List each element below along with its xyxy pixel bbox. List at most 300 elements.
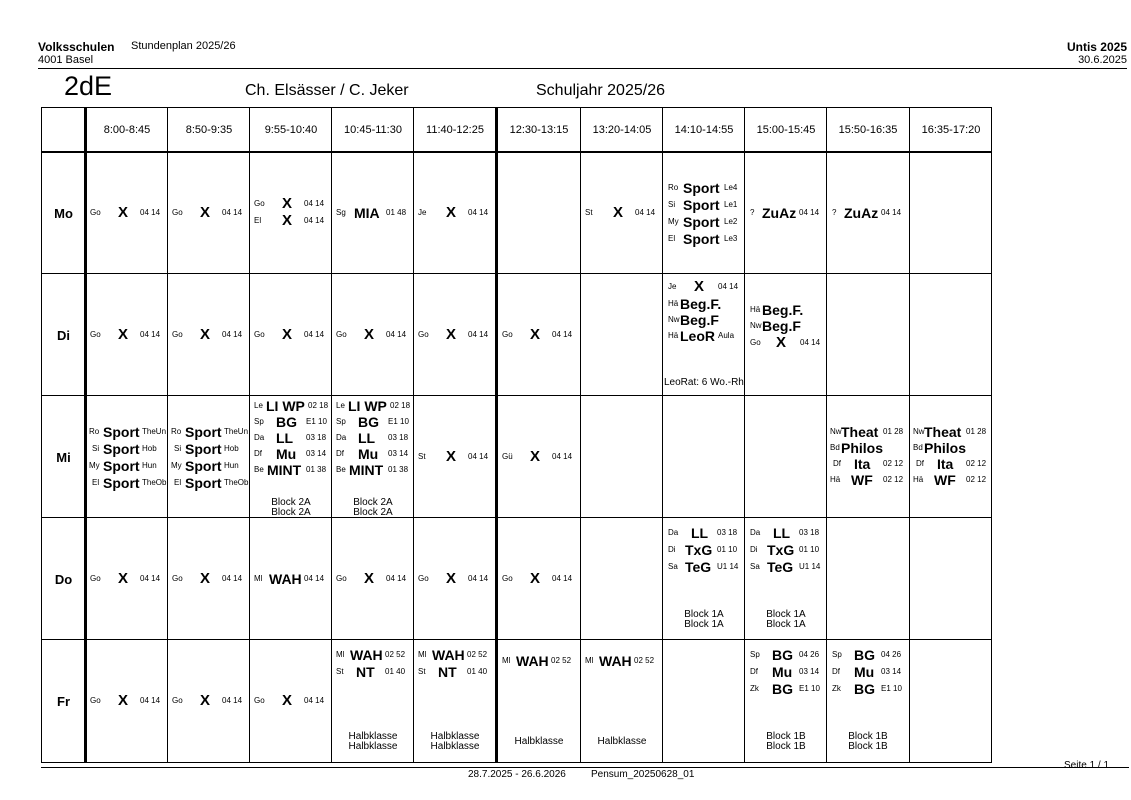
lesson-line: [668, 179, 744, 196]
lesson-line: [418, 570, 494, 587]
subject: Beg.F.: [762, 301, 804, 318]
lesson-cell: [332, 640, 414, 762]
teacher: Nw: [750, 321, 762, 330]
subject: LL: [276, 429, 294, 446]
subject: X: [282, 195, 293, 212]
room: TheUn: [142, 427, 167, 436]
lesson-line: [418, 646, 496, 663]
lesson-line: [418, 326, 494, 343]
teacher: Go: [750, 338, 761, 347]
room: Le1: [724, 200, 738, 209]
lesson-note: Halbklasse: [348, 731, 398, 742]
teacher: ?: [832, 208, 837, 217]
lesson-cell: [250, 274, 332, 396]
lesson-line: [668, 213, 744, 230]
schoolyear: Schuljahr 2025/26: [536, 82, 665, 99]
teacher: Go: [254, 199, 265, 208]
lesson-cell: [498, 274, 580, 396]
subject: X: [694, 278, 705, 295]
lesson-note: Block 1A: [684, 609, 724, 620]
subject: LI WP: [348, 397, 387, 414]
lesson-line: [830, 471, 908, 488]
room: E1 10: [306, 417, 327, 426]
subject: NT: [356, 663, 375, 680]
room: TheUn: [224, 427, 249, 436]
teacher: Be: [336, 465, 346, 474]
subject: X: [613, 204, 624, 221]
subject: WAH: [350, 646, 383, 663]
teacher: Le: [336, 401, 345, 410]
header-divider: [38, 68, 1127, 69]
lesson-note: Block 2A: [271, 497, 311, 508]
lesson-cell: [250, 396, 332, 518]
lesson-note: Block 1B: [848, 731, 888, 742]
subject: Beg.F.: [680, 295, 722, 312]
room: TheOb: [142, 478, 167, 487]
subject: X: [364, 326, 375, 343]
lesson-line: [502, 326, 578, 343]
lesson-cell: [86, 518, 168, 640]
lesson-line: [90, 692, 166, 709]
teacher: Go: [502, 330, 513, 339]
footer-pensum: Pensum_20250628_01: [591, 769, 695, 780]
subject: X: [200, 692, 211, 709]
room: 02 52: [385, 650, 406, 659]
lesson-cell: [250, 518, 332, 640]
subject: X: [118, 326, 129, 343]
subject: BG: [772, 680, 793, 697]
lesson-line: [418, 448, 494, 465]
lesson-note: Block 1A: [684, 619, 724, 630]
lesson-line: [502, 570, 578, 587]
room: 04 14: [304, 330, 325, 339]
lesson-note: Halbklasse: [348, 741, 398, 752]
lesson-line: [336, 429, 414, 446]
subject: X: [118, 204, 129, 221]
lesson-line: [89, 440, 167, 457]
lesson-line: [336, 204, 412, 221]
lesson-note: Halbklasse: [597, 736, 647, 747]
subject: WAH: [269, 570, 302, 587]
lesson-cell: [332, 274, 414, 396]
lesson-line: [502, 652, 580, 669]
subject: WAH: [599, 652, 632, 669]
teacher: My: [89, 461, 100, 470]
teacher: El: [174, 478, 182, 487]
subject: X: [530, 570, 541, 587]
room: U1 14: [799, 562, 821, 571]
teacher: Zk: [750, 684, 759, 693]
subject: NT: [438, 663, 457, 680]
teacher: Je: [418, 208, 427, 217]
lesson-line: [336, 663, 414, 680]
teacher: Da: [750, 528, 761, 537]
teacher: Si: [668, 200, 676, 209]
lesson-line: [668, 295, 744, 312]
subject: MIA: [354, 204, 380, 221]
room: 04 14: [222, 208, 243, 217]
lesson-line: [750, 680, 826, 697]
room: 04 26: [799, 650, 820, 659]
lesson-line: [336, 397, 414, 414]
period-header: 14:10-14:55: [674, 124, 734, 136]
lesson-line: [750, 317, 826, 334]
teachers: Ch. Elsässer / C. Jeker: [245, 82, 409, 99]
teacher: Hä: [668, 299, 679, 308]
subject: LeoR: [680, 327, 715, 344]
room: 01 40: [467, 667, 488, 676]
subject: BG: [854, 646, 875, 663]
room: E1 10: [388, 417, 409, 426]
header-school: Volksschulen: [38, 40, 115, 54]
subject: LL: [773, 524, 791, 541]
room: 03 14: [388, 449, 409, 458]
subject: Sport: [185, 440, 222, 457]
teacher: Gü: [502, 452, 513, 461]
subject: LL: [358, 429, 376, 446]
period-header: 15:00-15:45: [756, 124, 816, 136]
lesson-line: [418, 663, 496, 680]
teacher: Sa: [668, 562, 678, 571]
room: E1 10: [881, 684, 902, 693]
room: 04 14: [468, 452, 489, 461]
lesson-cell: [663, 518, 745, 640]
room: 04 14: [304, 216, 325, 225]
lesson-line: [668, 327, 744, 344]
room: 02 52: [634, 656, 655, 665]
teacher: Bd: [913, 443, 923, 452]
room: 03 18: [388, 433, 409, 442]
teacher: Sa: [750, 562, 760, 571]
subject: ZuAz: [762, 204, 797, 221]
room: 04 14: [140, 696, 161, 705]
subject: X: [118, 692, 129, 709]
room: 04 14: [718, 282, 739, 291]
lesson-line: [668, 311, 744, 328]
lesson-line: [171, 474, 249, 491]
period-header: 10:45-11:30: [344, 124, 402, 136]
room: 02 52: [467, 650, 488, 659]
lesson-line: [750, 204, 826, 221]
room: 03 18: [717, 528, 738, 537]
teacher: Go: [254, 330, 265, 339]
subject: WF: [934, 471, 956, 488]
teacher: Ml: [585, 656, 594, 665]
room: 03 14: [881, 667, 902, 676]
room: 04 14: [222, 574, 243, 583]
lesson-cell: [827, 640, 909, 762]
period-header: 12:30-13:15: [509, 124, 569, 136]
period-header: 16:35-17:20: [921, 124, 981, 136]
room: 03 14: [306, 449, 327, 458]
subject: TeG: [685, 558, 712, 575]
room: 01 38: [306, 465, 327, 474]
lesson-line: [585, 204, 661, 221]
room: 04 14: [304, 574, 325, 583]
lesson-line: [668, 558, 744, 575]
subject: Sport: [683, 230, 720, 247]
subject: X: [446, 448, 457, 465]
room: 01 10: [717, 545, 738, 554]
subject: Mu: [772, 663, 793, 680]
teacher: Ro: [89, 427, 100, 436]
lesson-cell: [332, 518, 414, 640]
lesson-line: [171, 440, 249, 457]
room: 03 18: [306, 433, 327, 442]
lesson-cell: [332, 152, 414, 274]
teacher: St: [585, 208, 593, 217]
lesson-note: Block 2A: [353, 497, 393, 508]
subject: X: [446, 326, 457, 343]
lesson-cell: [663, 274, 745, 396]
subject: BG: [772, 646, 793, 663]
subject: X: [200, 570, 211, 587]
lesson-line: [336, 445, 414, 462]
lesson-line: [336, 461, 414, 478]
lesson-cell: [86, 274, 168, 396]
teacher: Ml: [418, 650, 427, 659]
teacher: Sp: [336, 417, 346, 426]
teacher: Df: [254, 449, 262, 458]
room: 04 14: [800, 338, 821, 347]
teacher: El: [254, 216, 262, 225]
lesson-cell: [168, 640, 250, 762]
lesson-line: [585, 652, 663, 669]
room: 04 14: [222, 696, 243, 705]
teacher: Da: [336, 433, 347, 442]
lesson-note: Block 2A: [271, 507, 311, 518]
room: 01 48: [386, 208, 407, 217]
room: TheOb: [224, 478, 249, 487]
lesson-line: [750, 558, 826, 575]
teacher: Hä: [830, 475, 841, 484]
subject: BG: [358, 413, 379, 430]
teacher: Go: [336, 330, 347, 339]
room: Hob: [224, 444, 239, 453]
lesson-line: [254, 461, 332, 478]
teacher: Ro: [171, 427, 182, 436]
footer-divider: [41, 767, 1129, 768]
lesson-line: [171, 423, 249, 440]
lesson-cell: [414, 640, 496, 762]
room: 04 14: [552, 574, 573, 583]
period-header: 8:50-9:35: [185, 124, 233, 136]
page-number: Seite 1 / 1: [1064, 760, 1110, 771]
lesson-line: [750, 524, 826, 541]
day-label: Mo: [54, 205, 73, 221]
lesson-line: [254, 445, 332, 462]
period-header: 13:20-14:05: [592, 124, 652, 136]
subject: MINT: [349, 461, 384, 478]
subject: X: [282, 212, 293, 229]
teacher: Hä: [750, 305, 761, 314]
teacher: Bd: [830, 443, 840, 452]
teacher: My: [668, 217, 679, 226]
lesson-cell: [414, 518, 496, 640]
subject: X: [118, 570, 129, 587]
teacher: Go: [90, 330, 101, 339]
lesson-line: [254, 397, 332, 414]
subject: Sport: [103, 440, 140, 457]
subject: BG: [276, 413, 297, 430]
subject: ZuAz: [844, 204, 879, 221]
lesson-line: [254, 429, 332, 446]
teacher: Nw: [913, 427, 925, 436]
subject: Ita: [854, 455, 871, 472]
lesson-line: [750, 663, 826, 680]
teacher: Go: [418, 330, 429, 339]
subject: LI WP: [266, 397, 305, 414]
teacher: Je: [668, 282, 677, 291]
room: 02 12: [883, 475, 904, 484]
subject: MINT: [267, 461, 302, 478]
teacher: Ro: [668, 183, 679, 192]
period-header: 9:55-10:40: [264, 124, 318, 136]
teacher: Nw: [830, 427, 842, 436]
lesson-cell: [86, 152, 168, 274]
teacher: Ml: [336, 650, 345, 659]
lesson-cell: [581, 640, 663, 762]
room: 03 18: [799, 528, 820, 537]
subject: TxG: [685, 541, 713, 558]
room: 01 38: [388, 465, 409, 474]
lesson-line: [668, 524, 744, 541]
teacher: Go: [502, 574, 513, 583]
room: U1 14: [717, 562, 739, 571]
room: 04 14: [468, 574, 489, 583]
lesson-line: [172, 692, 248, 709]
lesson-line: [89, 457, 167, 474]
lesson-line: [171, 457, 249, 474]
day-label: Fr: [57, 693, 70, 709]
subject: Sport: [103, 457, 140, 474]
subject: Sport: [683, 213, 720, 230]
teacher: Si: [174, 444, 182, 453]
period-header: 15:50-16:35: [838, 124, 898, 136]
teacher: ?: [750, 208, 755, 217]
room: 02 52: [551, 656, 572, 665]
lesson-cell: [168, 152, 250, 274]
room: Le4: [724, 183, 738, 192]
lesson-line: [830, 455, 908, 472]
timetable-grid: [41, 107, 992, 763]
lesson-line: [913, 471, 991, 488]
room: 04 14: [140, 208, 161, 217]
subject: X: [200, 326, 211, 343]
teacher: Go: [90, 696, 101, 705]
day-label: Di: [57, 327, 70, 343]
subject: Sport: [185, 423, 222, 440]
room: 04 14: [881, 208, 902, 217]
lesson-note: Halbklasse: [430, 741, 480, 752]
lesson-cell: [745, 518, 827, 640]
teacher: Df: [336, 449, 344, 458]
lesson-note: Block 1A: [766, 609, 806, 620]
lesson-line: [668, 230, 744, 247]
teacher: Hä: [668, 331, 679, 340]
lesson-line: [750, 541, 826, 558]
teacher: Be: [254, 465, 264, 474]
room: 04 14: [140, 330, 161, 339]
room: 02 12: [883, 459, 904, 468]
subject: Sport: [185, 474, 222, 491]
teacher: St: [418, 452, 426, 461]
subject: X: [446, 204, 457, 221]
teacher: My: [171, 461, 182, 470]
subject: Theat: [924, 423, 962, 440]
header-software: Untis 2025: [1066, 40, 1127, 54]
teacher: Da: [668, 528, 679, 537]
lesson-cell: [745, 152, 827, 274]
teacher: St: [418, 667, 426, 676]
lesson-line: [336, 570, 412, 587]
lesson-line: [172, 570, 248, 587]
room: 02 12: [966, 459, 987, 468]
room: 04 14: [635, 208, 656, 217]
lesson-cell: [414, 274, 496, 396]
teacher: Sg: [336, 208, 346, 217]
room: 04 14: [468, 208, 489, 217]
subject: X: [446, 570, 457, 587]
lesson-cell: [498, 396, 580, 518]
lesson-line: [830, 439, 908, 456]
subject: X: [200, 204, 211, 221]
lesson-cell: [910, 396, 992, 518]
teacher: Go: [336, 574, 347, 583]
teacher: St: [336, 667, 344, 676]
lesson-line: [172, 204, 248, 221]
subject: WF: [851, 471, 873, 488]
lesson-cell: [827, 396, 909, 518]
subject: X: [530, 448, 541, 465]
lesson-note: Block 1A: [766, 619, 806, 630]
room: Le2: [724, 217, 738, 226]
subject: LL: [691, 524, 709, 541]
room: 02 12: [966, 475, 987, 484]
room: 04 14: [386, 330, 407, 339]
teacher: El: [668, 234, 676, 243]
subject: Sport: [683, 196, 720, 213]
teacher: Ml: [254, 574, 263, 583]
room: 04 14: [140, 574, 161, 583]
lesson-line: [254, 326, 330, 343]
lesson-line: [668, 541, 744, 558]
subject: X: [282, 326, 293, 343]
teacher: Hä: [913, 475, 924, 484]
lesson-line: [913, 455, 991, 472]
lesson-line: [90, 570, 166, 587]
room: Hob: [142, 444, 157, 453]
lesson-line: [913, 423, 991, 440]
lesson-line: [502, 448, 578, 465]
lesson-line: [750, 334, 826, 351]
teacher: Sp: [832, 650, 842, 659]
lesson-note: Block 1B: [766, 731, 806, 742]
subject: X: [530, 326, 541, 343]
teacher: Go: [172, 574, 183, 583]
lesson-line: [750, 646, 826, 663]
subject: Beg.F: [680, 311, 719, 328]
room: 04 14: [304, 696, 325, 705]
room: 04 14: [799, 208, 820, 217]
subject: Mu: [358, 445, 379, 462]
subject: X: [282, 692, 293, 709]
lesson-cell: [86, 640, 168, 762]
lesson-line: [668, 278, 744, 295]
lesson-line: [336, 326, 412, 343]
room: 02 18: [308, 401, 329, 410]
lesson-cell: [332, 396, 414, 518]
